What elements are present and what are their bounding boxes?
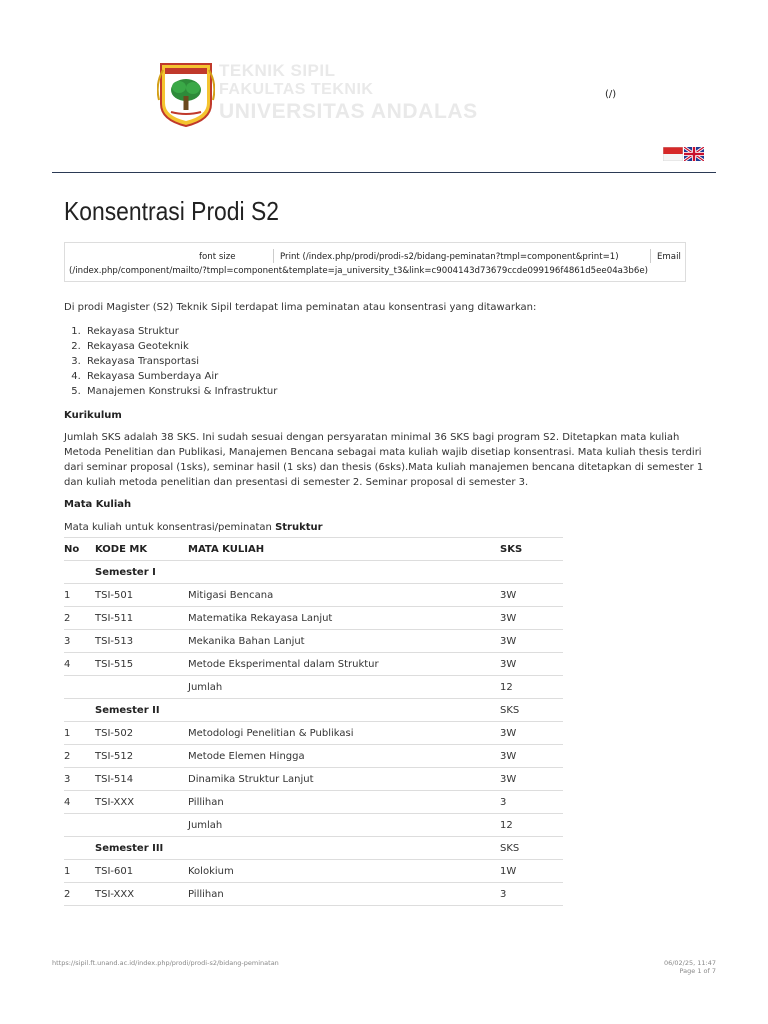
cell-mata-kuliah: Dinamika Struktur Lanjut (188, 768, 500, 791)
table-row (64, 883, 563, 906)
cell-sks: SKS (500, 837, 563, 860)
cell-kode: TSI-601 (95, 860, 188, 883)
semester-label: Semester III (95, 837, 188, 860)
cell-no: 3 (64, 630, 95, 653)
cell-sks (500, 561, 563, 584)
course-table-body (64, 561, 563, 906)
cell-no: 1 (64, 722, 95, 745)
cell-kode: TSI-513 (95, 630, 188, 653)
column-header-kode: KODE MK (95, 538, 188, 561)
mata-kuliah-heading: Mata Kuliah (64, 499, 132, 510)
home-link[interactable]: (/) (605, 89, 617, 100)
site-brand[interactable] (219, 62, 478, 122)
footer-date: 06/02/25, 11:47 (663, 959, 716, 967)
table-row (64, 860, 563, 883)
cell-kode: TSI-501 (95, 584, 188, 607)
email-link-url[interactable]: (/index.php/component/mailto/?tmpl=component&template=ja_university_t3&link=c9004143d73679ccde099196f4861d5ee04a3b6e) (69, 266, 648, 276)
article-toolbar (64, 242, 686, 282)
list-item: 3. Rekayasa Transportasi (84, 354, 704, 369)
cell-kode: TSI-XXX (95, 791, 188, 814)
font-size-control[interactable]: font size (199, 252, 236, 262)
cell-mata-kuliah: Jumlah (188, 676, 500, 699)
concentration-list (84, 324, 704, 399)
cell-no (64, 676, 95, 699)
cell-sks: 3W (500, 607, 563, 630)
cell-sks: 3W (500, 722, 563, 745)
university-seal-icon (157, 60, 215, 128)
toolbar-separator (650, 249, 651, 263)
cell-mata-kuliah: Pillihan (188, 883, 500, 906)
cell-mata-kuliah (188, 561, 500, 584)
cell-mata-kuliah: Matematika Rekayasa Lanjut (188, 607, 500, 630)
list-item: 5. Manajemen Konstruksi & Infrastruktur (84, 384, 704, 399)
cell-no (64, 561, 95, 584)
cell-kode: TSI-515 (95, 653, 188, 676)
cell-mata-kuliah: Metode Eksperimental dalam Struktur (188, 653, 500, 676)
column-header-sks: SKS (500, 538, 563, 561)
cell-kode: TSI-512 (95, 745, 188, 768)
cell-mata-kuliah: Mekanika Bahan Lanjut (188, 630, 500, 653)
mata-kuliah-intro-text: Mata kuliah untuk konsentrasi/peminatan (64, 522, 276, 533)
brand-line-fakultas: FAKULTAS TEKNIK (219, 81, 374, 98)
table-row (64, 768, 563, 791)
column-header-no: No (64, 538, 95, 561)
cell-no (64, 699, 95, 722)
semester-label: Semester I (95, 561, 188, 584)
brand-line-universitas: UNIVERSITAS ANDALAS (219, 100, 478, 123)
footer-meta (664, 959, 716, 975)
cell-kode (95, 814, 188, 837)
semester-row (64, 561, 563, 584)
print-link[interactable]: Print (/index.php/prodi/prodi-s2/bidang-peminatan?tmpl=component&print=1) (280, 252, 619, 262)
article-body (64, 300, 704, 906)
cell-sks: 1W (500, 860, 563, 883)
cell-sks: SKS (500, 699, 563, 722)
email-link[interactable]: Email (657, 252, 681, 262)
cell-kode: TSI-514 (95, 768, 188, 791)
table-row (64, 607, 563, 630)
cell-no: 2 (64, 883, 95, 906)
cell-sks: 3 (500, 883, 563, 906)
cell-no: 1 (64, 584, 95, 607)
cell-no (64, 837, 95, 860)
intro-paragraph: Di prodi Magister (S2) Teknik Sipil terdapat lima peminatan atau konsentrasi yang ditawarkan: (64, 302, 537, 313)
footer-page: Page 1 of 7 (679, 967, 716, 975)
cell-sks: 3W (500, 745, 563, 768)
table-row (64, 745, 563, 768)
semester-row (64, 837, 563, 860)
cell-sks: 12 (500, 814, 563, 837)
footer-url: https://sipil.ft.unand.ac.id/index.php/prodi/prodi-s2/bidang-peminatan (52, 959, 279, 967)
cell-no: 2 (64, 745, 95, 768)
toolbar-separator (273, 249, 274, 263)
cell-sks: 3 (500, 791, 563, 814)
cell-no: 4 (64, 653, 95, 676)
cell-no: 1 (64, 860, 95, 883)
total-row (64, 676, 563, 699)
concentration-name: Struktur (275, 522, 323, 533)
uk-flag-icon (684, 147, 704, 161)
table-row (64, 791, 563, 814)
cell-mata-kuliah: Metode Elemen Hingga (188, 745, 500, 768)
cell-no: 2 (64, 607, 95, 630)
mata-kuliah-intro (64, 520, 704, 535)
cell-mata-kuliah: Mitigasi Bencana (188, 584, 500, 607)
table-row (64, 630, 563, 653)
cell-kode: TSI-XXX (95, 883, 188, 906)
cell-sks: 12 (500, 676, 563, 699)
list-item: 4. Rekayasa Sumberdaya Air (84, 369, 704, 384)
cell-no: 4 (64, 791, 95, 814)
site-header (0, 0, 768, 172)
header-divider (52, 172, 716, 173)
cell-mata-kuliah: Metodologi Penelitian & Publikasi (188, 722, 500, 745)
cell-sks: 3W (500, 768, 563, 791)
cell-mata-kuliah: Kolokium (188, 860, 500, 883)
table-header-row (64, 538, 563, 561)
language-english[interactable] (684, 147, 704, 161)
kurikulum-heading: Kurikulum (64, 410, 122, 421)
cell-no: 3 (64, 768, 95, 791)
table-row (64, 653, 563, 676)
course-table (64, 537, 563, 906)
university-logo[interactable] (157, 60, 215, 128)
cell-mata-kuliah: Pillihan (188, 791, 500, 814)
kurikulum-paragraph: Jumlah SKS adalah 38 SKS. Ini sudah sesuai dengan persyaratan minimal 36 SKS bagi program S2. Ditetapkan mata kuliah Metoda Penelitian dan Publikasi, Manajemen Bencana sebagai mata kuliah wajib disetiap konsentrasi. Mata kuliah thesis terdiri dari seminar proposal (1sks), seminar hasil (1 sks) dan thesis (6sks).Mata kuliah manajemen bencana ditetapkan di semester 1 dan kuliah metoda penelitian dan presentasi di semester 2. Seminar proposal di semester 3. (64, 432, 704, 488)
cell-kode: TSI-502 (95, 722, 188, 745)
list-item: 2. Rekayasa Geoteknik (84, 339, 704, 354)
column-header-mata-kuliah: MATA KULIAH (188, 538, 500, 561)
table-row (64, 722, 563, 745)
language-indonesia[interactable] (663, 147, 683, 161)
cell-sks: 3W (500, 653, 563, 676)
cell-kode: TSI-511 (95, 607, 188, 630)
brand-line-teknik-sipil: TEKNIK SIPIL (219, 61, 336, 80)
cell-mata-kuliah (188, 699, 500, 722)
list-item: 1. Rekayasa Struktur (84, 324, 704, 339)
language-switcher (663, 147, 704, 161)
cell-kode (95, 676, 188, 699)
semester-label: Semester II (95, 699, 188, 722)
semester-row (64, 699, 563, 722)
cell-mata-kuliah (188, 837, 500, 860)
indonesia-flag-icon (663, 147, 683, 161)
cell-mata-kuliah: Jumlah (188, 814, 500, 837)
cell-sks: 3W (500, 584, 563, 607)
cell-sks: 3W (500, 630, 563, 653)
table-row (64, 584, 563, 607)
page-title: Konsentrasi Prodi S2 (64, 196, 279, 226)
total-row (64, 814, 563, 837)
cell-no (64, 814, 95, 837)
